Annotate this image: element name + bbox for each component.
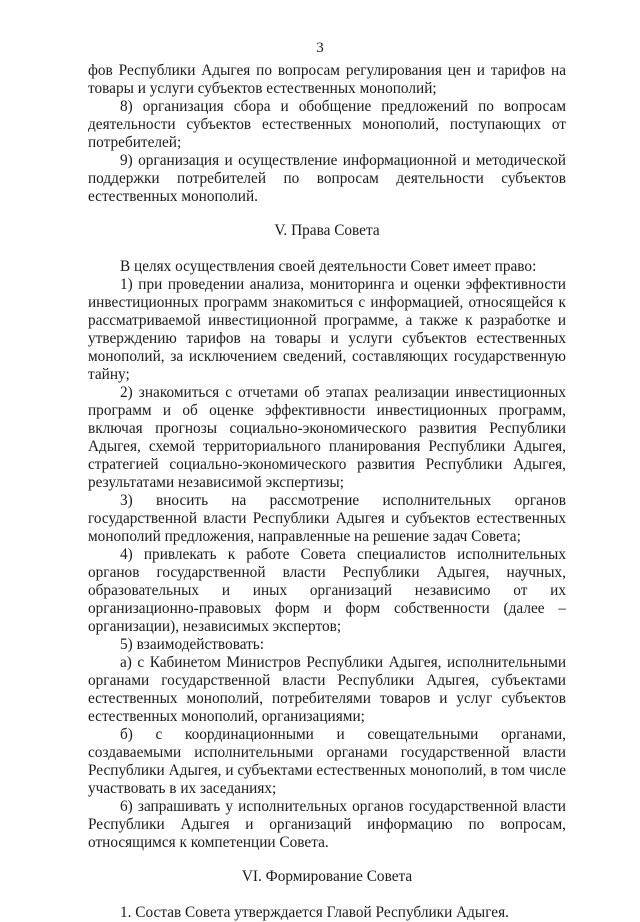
document-body (88, 62, 566, 922)
paragraph-right-5a: а) с Кабинетом Министров Республики Адыгея, исполнительными органами государственной власти Республики Адыгея, субъектами естественных монополий, потребителями товаров и услуг субъектов естественных монополий, организациями; (88, 654, 566, 725)
paragraph-right-5b: б) с координационными и совещательными органами, создаваемыми исполнительными органами государственной власти Республики Адыгея, и субъектами естественных монополий, в том числе участвовать в их заседаниях; (88, 726, 566, 797)
section-heading-formation: VI. Формирование Совета (241, 868, 413, 885)
paragraph-formation-1: 1. Состав Совета утверждается Главой Республики Адыгея. (120, 904, 509, 921)
paragraph-continuation: фов Республики Адыгея по вопросам регулирования цен и тарифов на товары и услуги субъектов естественных монополий; (88, 62, 566, 97)
page-number: 3 (316, 40, 324, 56)
section-heading-rights: V. Права Совета (274, 222, 380, 239)
paragraph-item-8: 8) организация сбора и обобщение предложений по вопросам деятельности субъектов естественных монополий, поступающих от потребителей; (88, 98, 566, 151)
paragraph-item-9: 9) организация и осуществление информационной и методической поддержки потребителей по вопросам деятельности субъектов естественных монополий. (88, 152, 566, 205)
paragraph-intro: В целях осуществления своей деятельности Совет имеет право: (120, 258, 537, 275)
paragraph-right-5: 5) взаимодействовать: (120, 636, 265, 653)
paragraph-right-2: 2) знакомиться с отчетами об этапах реализации инвестиционных программ и об оценке эффективности инвестиционных программ, включая прогнозы социально-экономического развития Республики Адыгея, схемой территориального планирования Республики Адыгея, стратегией социально-экономического развития Республики Адыгея, результатами независимой экспертизы; (88, 384, 566, 491)
paragraph-right-6: 6) запрашивать у исполнительных органов государственной власти Республики Адыгея и организаций информацию по вопросам, относящимся к компетенции Совета. (88, 798, 566, 851)
paragraph-right-3: 3) вносить на рассмотрение исполнительных органов государственной власти Республики Адыгея и субъектов естественных монополий предложения, направленные на решение задач Совета; (88, 492, 566, 545)
paragraph-right-4: 4) привлекать к работе Совета специалистов исполнительных органов государственной власти Республики Адыгея, научных, образовательных и иных организаций независимо от их организационно-правовых форм и форм собственности (далее – организации), независимых экспертов; (88, 546, 566, 635)
paragraph-right-1: 1) при проведении анализа, мониторинга и оценки эффективности инвестиционных программ знакомиться с информацией, относящейся к рассматриваемой инвестиционной программе, а также к разработке и утверждению тарифов на товары и услуги субъектов естественных монополий, за исключением сведений, составляющих государственную тайну; (88, 276, 566, 383)
